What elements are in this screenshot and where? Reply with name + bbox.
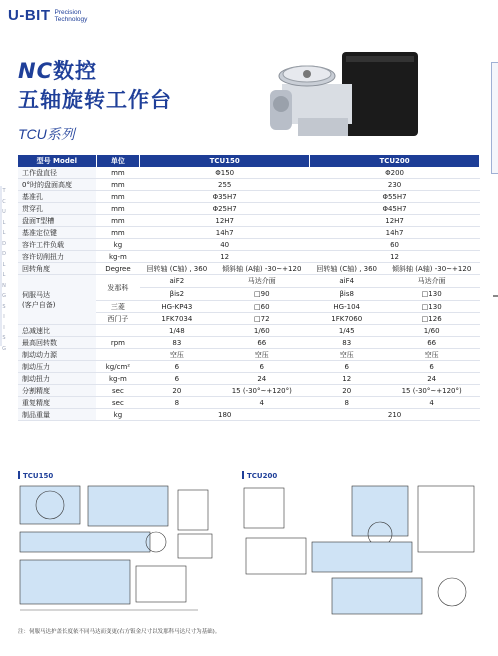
table-cell: 12H7: [310, 215, 480, 227]
table-cell: 83: [140, 337, 214, 349]
servo-label: 伺服马达 (客户自备): [18, 275, 96, 325]
table-cell: 12: [140, 251, 310, 263]
table-cell: mm: [96, 179, 140, 191]
table-cell: 255: [140, 179, 310, 191]
table-cell: 40: [140, 239, 310, 251]
table-cell: 容许切削扭力: [18, 251, 96, 263]
table-row: [18, 349, 480, 361]
table-row: [18, 227, 480, 239]
table-cell: 12: [310, 251, 480, 263]
table-cell: 容许工件负载: [18, 239, 96, 251]
table-row: [18, 215, 480, 227]
series-label: TCU系列: [18, 126, 75, 142]
table-row: [18, 191, 480, 203]
sidebar-letters: T C U L L D D L L N G S I I S G: [2, 188, 6, 352]
table-cell: 1/60: [384, 325, 480, 337]
table-cell: 14h7: [310, 227, 480, 239]
table-row: [18, 179, 480, 191]
table-row: [18, 397, 480, 409]
table-cell: 4: [214, 397, 310, 409]
table-cell: mm: [96, 191, 140, 203]
table-cell: Φ35H7: [140, 191, 310, 203]
right-edge-mark: [493, 295, 498, 297]
table-cell: mm: [96, 203, 140, 215]
table-cell: 1/60: [214, 325, 310, 337]
table-cell: 空压: [140, 349, 214, 361]
table-cell: 66: [384, 337, 480, 349]
table-cell: 12: [310, 373, 384, 385]
drawing-tcu150: [18, 482, 228, 622]
table-cell: 83: [310, 337, 384, 349]
table-cell: 最高回转数: [18, 337, 96, 349]
table-cell: Φ55H7: [310, 191, 480, 203]
table-cell: 0°时的盘面高度: [18, 179, 96, 191]
table-cell: 制动动力源: [18, 349, 96, 361]
table-row: 伺服马达 (客户自备) 发那科 aiF2 马达介面 aiF4 马达介面: [18, 275, 480, 288]
table-cell: 15 (-30°~+120°): [384, 385, 480, 397]
header-unit: 单位: [96, 155, 140, 167]
table-cell: 重复精度: [18, 397, 96, 409]
table-cell: sec: [96, 385, 140, 397]
table-cell: kg/cm²: [96, 361, 140, 373]
table-cell: [96, 349, 140, 361]
table-cell: 6: [140, 373, 214, 385]
table-row: [18, 167, 480, 179]
table-cell: 20: [140, 385, 214, 397]
brand-tagline: Precision Technology: [54, 8, 88, 23]
footnote: 注：伺服马达护盖长度依不同马达而变更(右方钣金尺寸以发那科马达尺寸为基础)。: [18, 629, 221, 635]
table-cell: 230: [310, 179, 480, 191]
table-cell: 基准孔: [18, 191, 96, 203]
table-cell: mm: [96, 227, 140, 239]
table-row: [18, 239, 480, 251]
table-cell: 制动压力: [18, 361, 96, 373]
table-row: 三菱 HG-KP43 □60 HG-104 □130: [18, 301, 480, 313]
table-cell: 20: [310, 385, 384, 397]
table-header: [18, 155, 480, 167]
table-cell: 盘面T型槽: [18, 215, 96, 227]
table-row: [18, 337, 480, 349]
table-cell: Φ25H7: [140, 203, 310, 215]
table-cell: 工作盘直径: [18, 167, 96, 179]
table-cell: 4: [384, 397, 480, 409]
table-cell: 6: [140, 361, 214, 373]
table-cell: 24: [384, 373, 480, 385]
table-cell: 制动扭力: [18, 373, 96, 385]
brand-logo: [8, 7, 87, 24]
header-model: 型号 Model: [18, 155, 96, 167]
table-row: 制品重量 kg 180 210: [18, 409, 480, 421]
table-cell: 空压: [214, 349, 310, 361]
table-cell: mm: [96, 215, 140, 227]
table-row: [18, 325, 480, 337]
table-cell: 空压: [384, 349, 480, 361]
table-cell: [96, 325, 140, 337]
spec-table: [18, 155, 480, 421]
table-cell: 14h7: [140, 227, 310, 239]
header-tcu150: TCU150: [140, 155, 310, 167]
table-cell: mm: [96, 167, 140, 179]
table-cell: 66: [214, 337, 310, 349]
table-cell: Φ150: [140, 167, 310, 179]
table-row: 西门子 1FK7034 □72 1FK7060 □126: [18, 313, 480, 325]
table-cell: 贯穿孔: [18, 203, 96, 215]
table-cell: 基准定位键: [18, 227, 96, 239]
product-photo: [262, 44, 422, 144]
table-cell: kg-m: [96, 251, 140, 263]
table-row: 回转角度 Degree 回转轴 (C轴) , 360 倾斜轴 (A轴) -30~+120 回转轴 (C轴) , 360 倾斜轴 (A轴) -30~+120: [18, 263, 480, 275]
table-cell: 分割精度: [18, 385, 96, 397]
table-cell: kg-m: [96, 373, 140, 385]
table-row: [18, 373, 480, 385]
table-cell: 8: [140, 397, 214, 409]
table-cell: 6: [310, 361, 384, 373]
section-tcu200: TCU200: [242, 471, 277, 480]
table-cell: 1/48: [140, 325, 214, 337]
table-cell: 总减速比: [18, 325, 96, 337]
table-row: [18, 203, 480, 215]
table-cell: kg: [96, 239, 140, 251]
right-edge-panel: [491, 62, 498, 174]
table-cell: 24: [214, 373, 310, 385]
table-cell: rpm: [96, 337, 140, 349]
table-row: [18, 251, 480, 263]
drawing-tcu200: [242, 482, 480, 622]
page-title-line2: 五轴旋转工作台: [18, 88, 172, 112]
table-cell: Φ200: [310, 167, 480, 179]
brand-name: U-BIT: [8, 7, 51, 24]
table-cell: 空压: [310, 349, 384, 361]
table-cell: 15 (-30°~+120°): [214, 385, 310, 397]
table-row: [18, 385, 480, 397]
header-tcu200: TCU200: [310, 155, 480, 167]
page-title-line1: NC数控: [18, 59, 97, 83]
table-cell: sec: [96, 397, 140, 409]
table-row: βis2 □90 βis8 □130: [18, 288, 480, 301]
table-row: [18, 361, 480, 373]
table-cell: 60: [310, 239, 480, 251]
table-cell: Φ45H7: [310, 203, 480, 215]
table-cell: 1/45: [310, 325, 384, 337]
table-cell: 6: [214, 361, 310, 373]
table-cell: 6: [384, 361, 480, 373]
table-cell: 8: [310, 397, 384, 409]
table-cell: 12H7: [140, 215, 310, 227]
section-tcu150: TCU150: [18, 471, 53, 480]
